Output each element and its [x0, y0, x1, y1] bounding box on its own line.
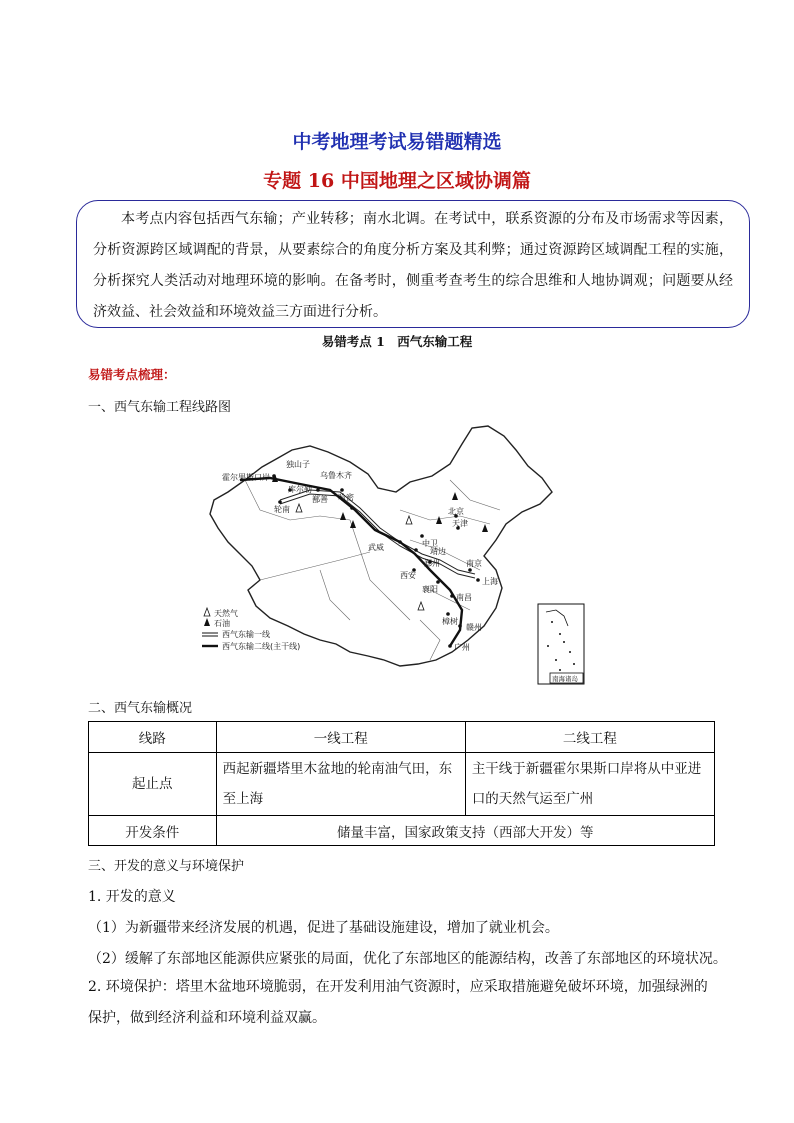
table-row	[89, 816, 715, 846]
review-label: 易错考点梳理：	[88, 367, 176, 382]
topic-subtitle: 专题 16 中国地理之区域协调篇	[263, 170, 531, 192]
table-row	[89, 722, 715, 753]
header-line1: 一线工程	[216, 722, 465, 753]
pipeline-map	[200, 420, 600, 685]
city-zhengzhou: 郑州	[424, 559, 440, 568]
gas-field-icon	[296, 504, 302, 512]
map-legend	[202, 608, 300, 651]
south-sea-inset	[538, 604, 584, 684]
city-hami: 哈密	[338, 493, 354, 502]
city-dushanzi: 独山子	[286, 460, 310, 469]
oil-field-icon	[452, 492, 458, 500]
city-korla: 库尔勒	[288, 485, 312, 494]
city-xian: 西安	[400, 571, 416, 580]
section-significance-heading: 三、开发的意义与环境保护	[88, 859, 245, 874]
environment-protection: 2. 环境保护：塔里木盆地环境脆弱，在开发利用油气资源时，应采取措施避免破坏环境，加强绿洲的保护，做到经济利益和环境利益双赢。	[88, 979, 708, 1026]
significance-item-1: （1）为新疆带来经济发展的机遇，促进了基础设施建设，增加了就业机会。	[88, 920, 559, 936]
page-title: 中考地理考试易错题精选	[292, 131, 502, 153]
intro-box	[76, 200, 750, 328]
city-beijing: 北京	[448, 507, 464, 516]
city-horgos: 霍尔果斯口岸	[222, 473, 270, 482]
table-row	[89, 753, 715, 816]
intro-text: 本考点内容包括西气东输；产业转移；南水北调。在考试中，联系资源的分布及市场需求等因素，分析资源跨区域调配的背景，从要素综合的角度分析方案及其利弊；通过资源跨区域调配工程的实施，分析探究人类活动对地理环境的影响。在备考时，侧重考查考生的综合思维和人地协调观；问题要从经济效益、社会效益和环境效益三方面进行分析。	[93, 211, 733, 320]
header-line2: 二线工程	[465, 722, 714, 753]
city-zhongwei: 中卫	[422, 539, 438, 548]
oil-field-icon	[436, 516, 442, 524]
row-label-endpoints: 起止点	[89, 753, 217, 816]
city-xiangyang: 襄阳	[422, 585, 438, 594]
header-route: 线路	[89, 722, 217, 753]
cell-conditions: 储量丰富，国家政策支持（西部大开发）等	[216, 816, 714, 846]
city-wuwei: 武威	[368, 543, 384, 552]
gas-field-icon	[406, 516, 412, 524]
gas-field-icon	[418, 602, 424, 610]
cell-line2-endpoints: 主干线于新疆霍尔果斯口岸将从中亚进口的天然气运至广州	[465, 753, 714, 816]
overview-table	[88, 721, 715, 846]
city-urumqi: 乌鲁木齐	[320, 471, 352, 480]
city-nanchang: 南昌	[456, 593, 472, 602]
row-label-conditions: 开发条件	[89, 816, 217, 846]
oil-field-icon	[340, 512, 346, 520]
cell-line1-endpoints: 西起新疆塔里木盆地的轮南油气田，东至上海	[216, 753, 465, 816]
point-title: 易错考点 1 西气东输工程	[321, 334, 473, 349]
section-map-heading: 一、西气东输工程线路图	[88, 400, 232, 415]
legend-gas: 天然气	[214, 609, 238, 618]
city-shanghai: 上海	[482, 577, 498, 586]
city-jingbian: 靖边	[430, 547, 446, 556]
city-shanshan: 鄯善	[312, 495, 328, 504]
city-lunnan: 轮南	[274, 505, 290, 514]
significance-heading: 1. 开发的意义	[88, 889, 176, 905]
legend-line-2: 西气东输二线(主干线)	[222, 642, 301, 651]
section-overview-heading: 二、西气东输概况	[88, 701, 193, 716]
city-guangzhou: 广州	[454, 643, 470, 652]
inset-label: 南海诸岛	[552, 675, 578, 683]
legend-oil: 石油	[214, 619, 230, 628]
city-ganzhou: 赣州	[466, 623, 482, 632]
significance-item-2: （2）缓解了东部地区能源供应紧张的局面，优化了东部地区的能源结构，改善了东部地区的环境状况。	[88, 951, 727, 967]
city-tianjin: 天津	[452, 519, 468, 528]
legend-line-1: 西气东输一线	[222, 630, 270, 639]
city-zhangshu: 樟树	[442, 617, 458, 626]
city-nanjing: 南京	[466, 559, 482, 568]
oil-field-icon	[350, 520, 356, 528]
oil-field-icon	[482, 524, 488, 532]
